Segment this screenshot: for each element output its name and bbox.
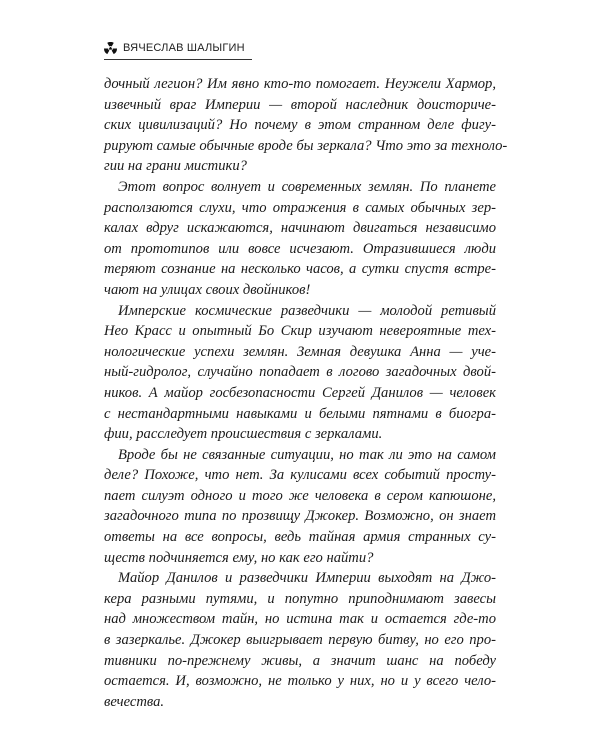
text-line: ских цивилизаций? Но почему в этом странном деле фигу- [104, 117, 496, 134]
text-line: расползаются слухи, что отражения в самых обычных зер- [104, 199, 496, 216]
text-line: фии, расследует происшествия с зеркалами. [104, 426, 383, 443]
text-line: вечества. [104, 693, 165, 710]
running-head [104, 41, 294, 63]
author-name: ВЯЧЕСЛАВ ШАЛЫГИН [123, 42, 245, 54]
paragraph-5 [104, 568, 496, 712]
text-line: Нео Красс и опытный Бо Скир изучают невероятные тех- [104, 323, 496, 340]
text-line: Этот вопрос волнует и современных землян. По планете [118, 178, 496, 195]
text-line: дочный легион? Им явно кто-то помогает. Неужели Хармор, [104, 76, 496, 92]
paragraph-4 [104, 445, 496, 569]
body-text [104, 74, 508, 712]
text-line: Майор Данилов и разведчики Империи выходят на Джо- [118, 570, 496, 587]
text-line: Вроде бы не связанные ситуации, но так ли это на самом [118, 446, 496, 463]
radiation-icon [104, 42, 117, 55]
text-line: тивники по-прежнему живы, а значит шанс на победу [104, 652, 496, 669]
text-line: Имперские космические разведчики — молодой ретивый [118, 302, 496, 319]
text-line: теряют сознание на несколько часов, а сутки спустя встре- [104, 261, 496, 278]
text-line: с нестандартными навыками и белыми пятнами в биогра- [104, 405, 496, 422]
text-line: извечный враг Империи — второй наследник доисториче- [104, 96, 496, 113]
paragraph-2 [104, 177, 496, 301]
paragraph-1 [104, 74, 508, 177]
text-line: пает силуэт одного и того же человека в сером капюшоне, [104, 487, 496, 504]
text-line: ществ подчиняется ему, но как его найти? [104, 549, 374, 566]
text-line: чают на улицах своих двойников! [104, 281, 311, 298]
text-line: ный-гидролог, случайно попадает в логово загадочных двой- [104, 364, 496, 381]
text-line: ников. А майор госбезопасности Сергей Данилов — человек [104, 384, 496, 401]
text-line: над множеством тайн, но истина так и остается где-то [104, 611, 496, 628]
text-line: калах вдруг искажаются, начинают двигаться независимо [104, 220, 496, 237]
text-line: гии на грани мистики? [104, 158, 247, 175]
text-line: нологические успехи землян. Земная девушка Анна — уче- [104, 343, 496, 360]
paragraph-3 [104, 301, 496, 445]
text-line: в зазеркалье. Джокер выигрывает первую битву, но его про- [104, 632, 496, 649]
text-line: деле? Похоже, что нет. За кулисами всех событий просту- [104, 467, 496, 484]
text-line: кера разными путями, и попутно приподнимают завесы [104, 590, 496, 607]
text-line: рируют самые обычные вроде бы зеркала? Что это за техноло- [104, 137, 508, 154]
text-line: ответы на все вопросы, ведь тайная армия странных су- [104, 529, 496, 546]
header-rule [104, 59, 252, 60]
text-line: от прототипов или вовсе исчезают. Отразившиеся люди [104, 240, 496, 257]
text-line: загадочного типа по прозвищу Джокер. Возможно, он знает [104, 508, 496, 525]
text-line: остается. И, возможно, не только у них, но и у всего чело- [104, 673, 496, 690]
